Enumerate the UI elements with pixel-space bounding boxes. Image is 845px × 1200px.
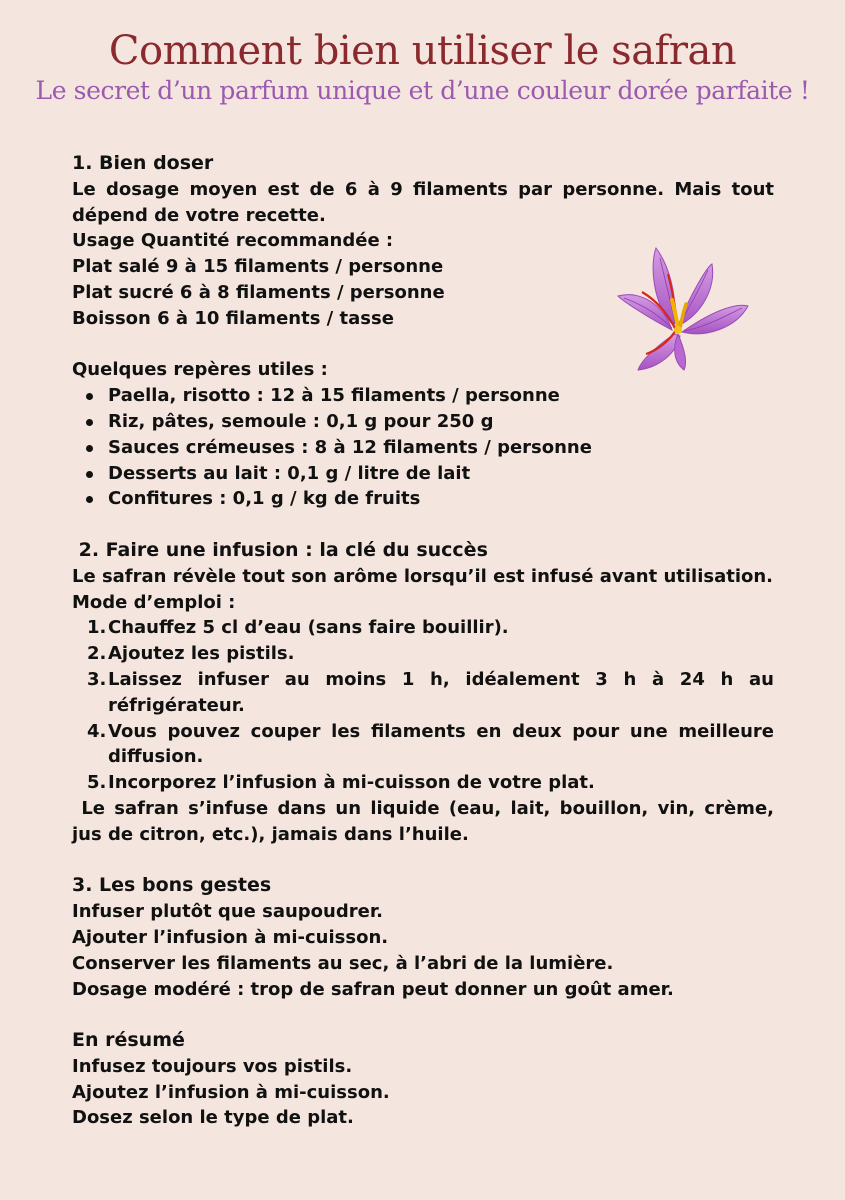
summary-line: Infusez toujours vos pistils. bbox=[72, 1055, 353, 1077]
section-1-intro: Le dosage moyen est de 6 à 9 filaments par personne. Mais tout dépend de votre recette. bbox=[72, 178, 774, 226]
dosage-row: Boisson 6 à 10 filaments / tasse bbox=[72, 307, 394, 329]
page-subtitle: Le secret d’un parfum unique et d’une couleur dorée parfaite ! bbox=[35, 76, 810, 105]
step-text: Laissez infuser au moins 1 h, idéalement 3 h à 24 h au réfrigérateur. bbox=[108, 668, 774, 716]
step-text: Vous pouvez couper les filaments en deux pour une meilleure diffusion. bbox=[108, 720, 774, 768]
section-3-heading: 3. Les bons gestes bbox=[72, 874, 272, 897]
step-number: 2. bbox=[87, 643, 107, 665]
tip-item: Sauces crémeuses : 8 à 12 filaments / personne bbox=[72, 435, 774, 461]
dosage-row: Plat salé 9 à 15 filaments / personne bbox=[72, 256, 444, 278]
step-item bbox=[72, 667, 774, 719]
tips-heading: Quelques repères utiles : bbox=[72, 359, 328, 381]
page-title: Comment bien utiliser le safran bbox=[108, 28, 737, 74]
step-number: 5. bbox=[87, 772, 107, 794]
infusion-note: Le safran s’infuse dans un liquide (eau, lait, bouillon, vin, crème, jus de citron, etc.), jamais dans l’huile. bbox=[72, 797, 781, 845]
tip-item: Desserts au lait : 0,1 g / litre de lait bbox=[72, 461, 774, 487]
dosage-row: Plat sucré 6 à 8 filaments / personne bbox=[72, 281, 445, 303]
steps-list bbox=[72, 615, 774, 796]
gesture-line: Infuser plutôt que saupoudrer. bbox=[72, 901, 383, 923]
gesture-line: Dosage modéré : trop de safran peut donner un goût amer. bbox=[72, 978, 674, 1000]
gesture-line: Ajouter l’infusion à mi-cuisson. bbox=[72, 926, 389, 948]
summary-line: Ajoutez l’infusion à mi-cuisson. bbox=[72, 1081, 390, 1103]
step-text: Ajoutez les pistils. bbox=[108, 643, 295, 665]
section-2-intro: Le safran révèle tout son arôme lorsqu’il est infusé avant utilisation. bbox=[72, 565, 774, 587]
step-text: Chauffez 5 cl d’eau (sans faire bouillir). bbox=[108, 617, 509, 639]
step-item bbox=[72, 770, 774, 796]
tips-list bbox=[72, 383, 774, 512]
step-number: 4. bbox=[87, 720, 107, 742]
mode-heading: Mode d’emploi : bbox=[72, 591, 236, 613]
section-1-heading: 1. Bien doser bbox=[72, 152, 214, 174]
summary-line: Dosez selon le type de plat. bbox=[72, 1107, 354, 1129]
section-2-heading: 2. Faire une infusion : la clé du succès bbox=[72, 538, 488, 561]
article-body bbox=[72, 151, 781, 1131]
step-text: Incorporez l’infusion à mi-cuisson de votre plat. bbox=[108, 772, 595, 794]
gesture-line: Conserver les filaments au sec, à l’abri de la lumière. bbox=[72, 952, 614, 974]
step-item bbox=[72, 641, 774, 667]
tip-item: Confitures : 0,1 g / kg de fruits bbox=[72, 486, 774, 512]
tip-item: Paella, risotto : 12 à 15 filaments / personne bbox=[72, 383, 774, 409]
step-item bbox=[72, 615, 774, 641]
tip-item: Riz, pâtes, semoule : 0,1 g pour 250 g bbox=[72, 409, 774, 435]
dosage-table-header: Usage Quantité recommandée : bbox=[72, 230, 394, 252]
summary-heading: En résumé bbox=[72, 1029, 185, 1052]
step-item bbox=[72, 719, 774, 771]
step-number: 3. bbox=[87, 668, 107, 690]
step-number: 1. bbox=[87, 617, 107, 639]
